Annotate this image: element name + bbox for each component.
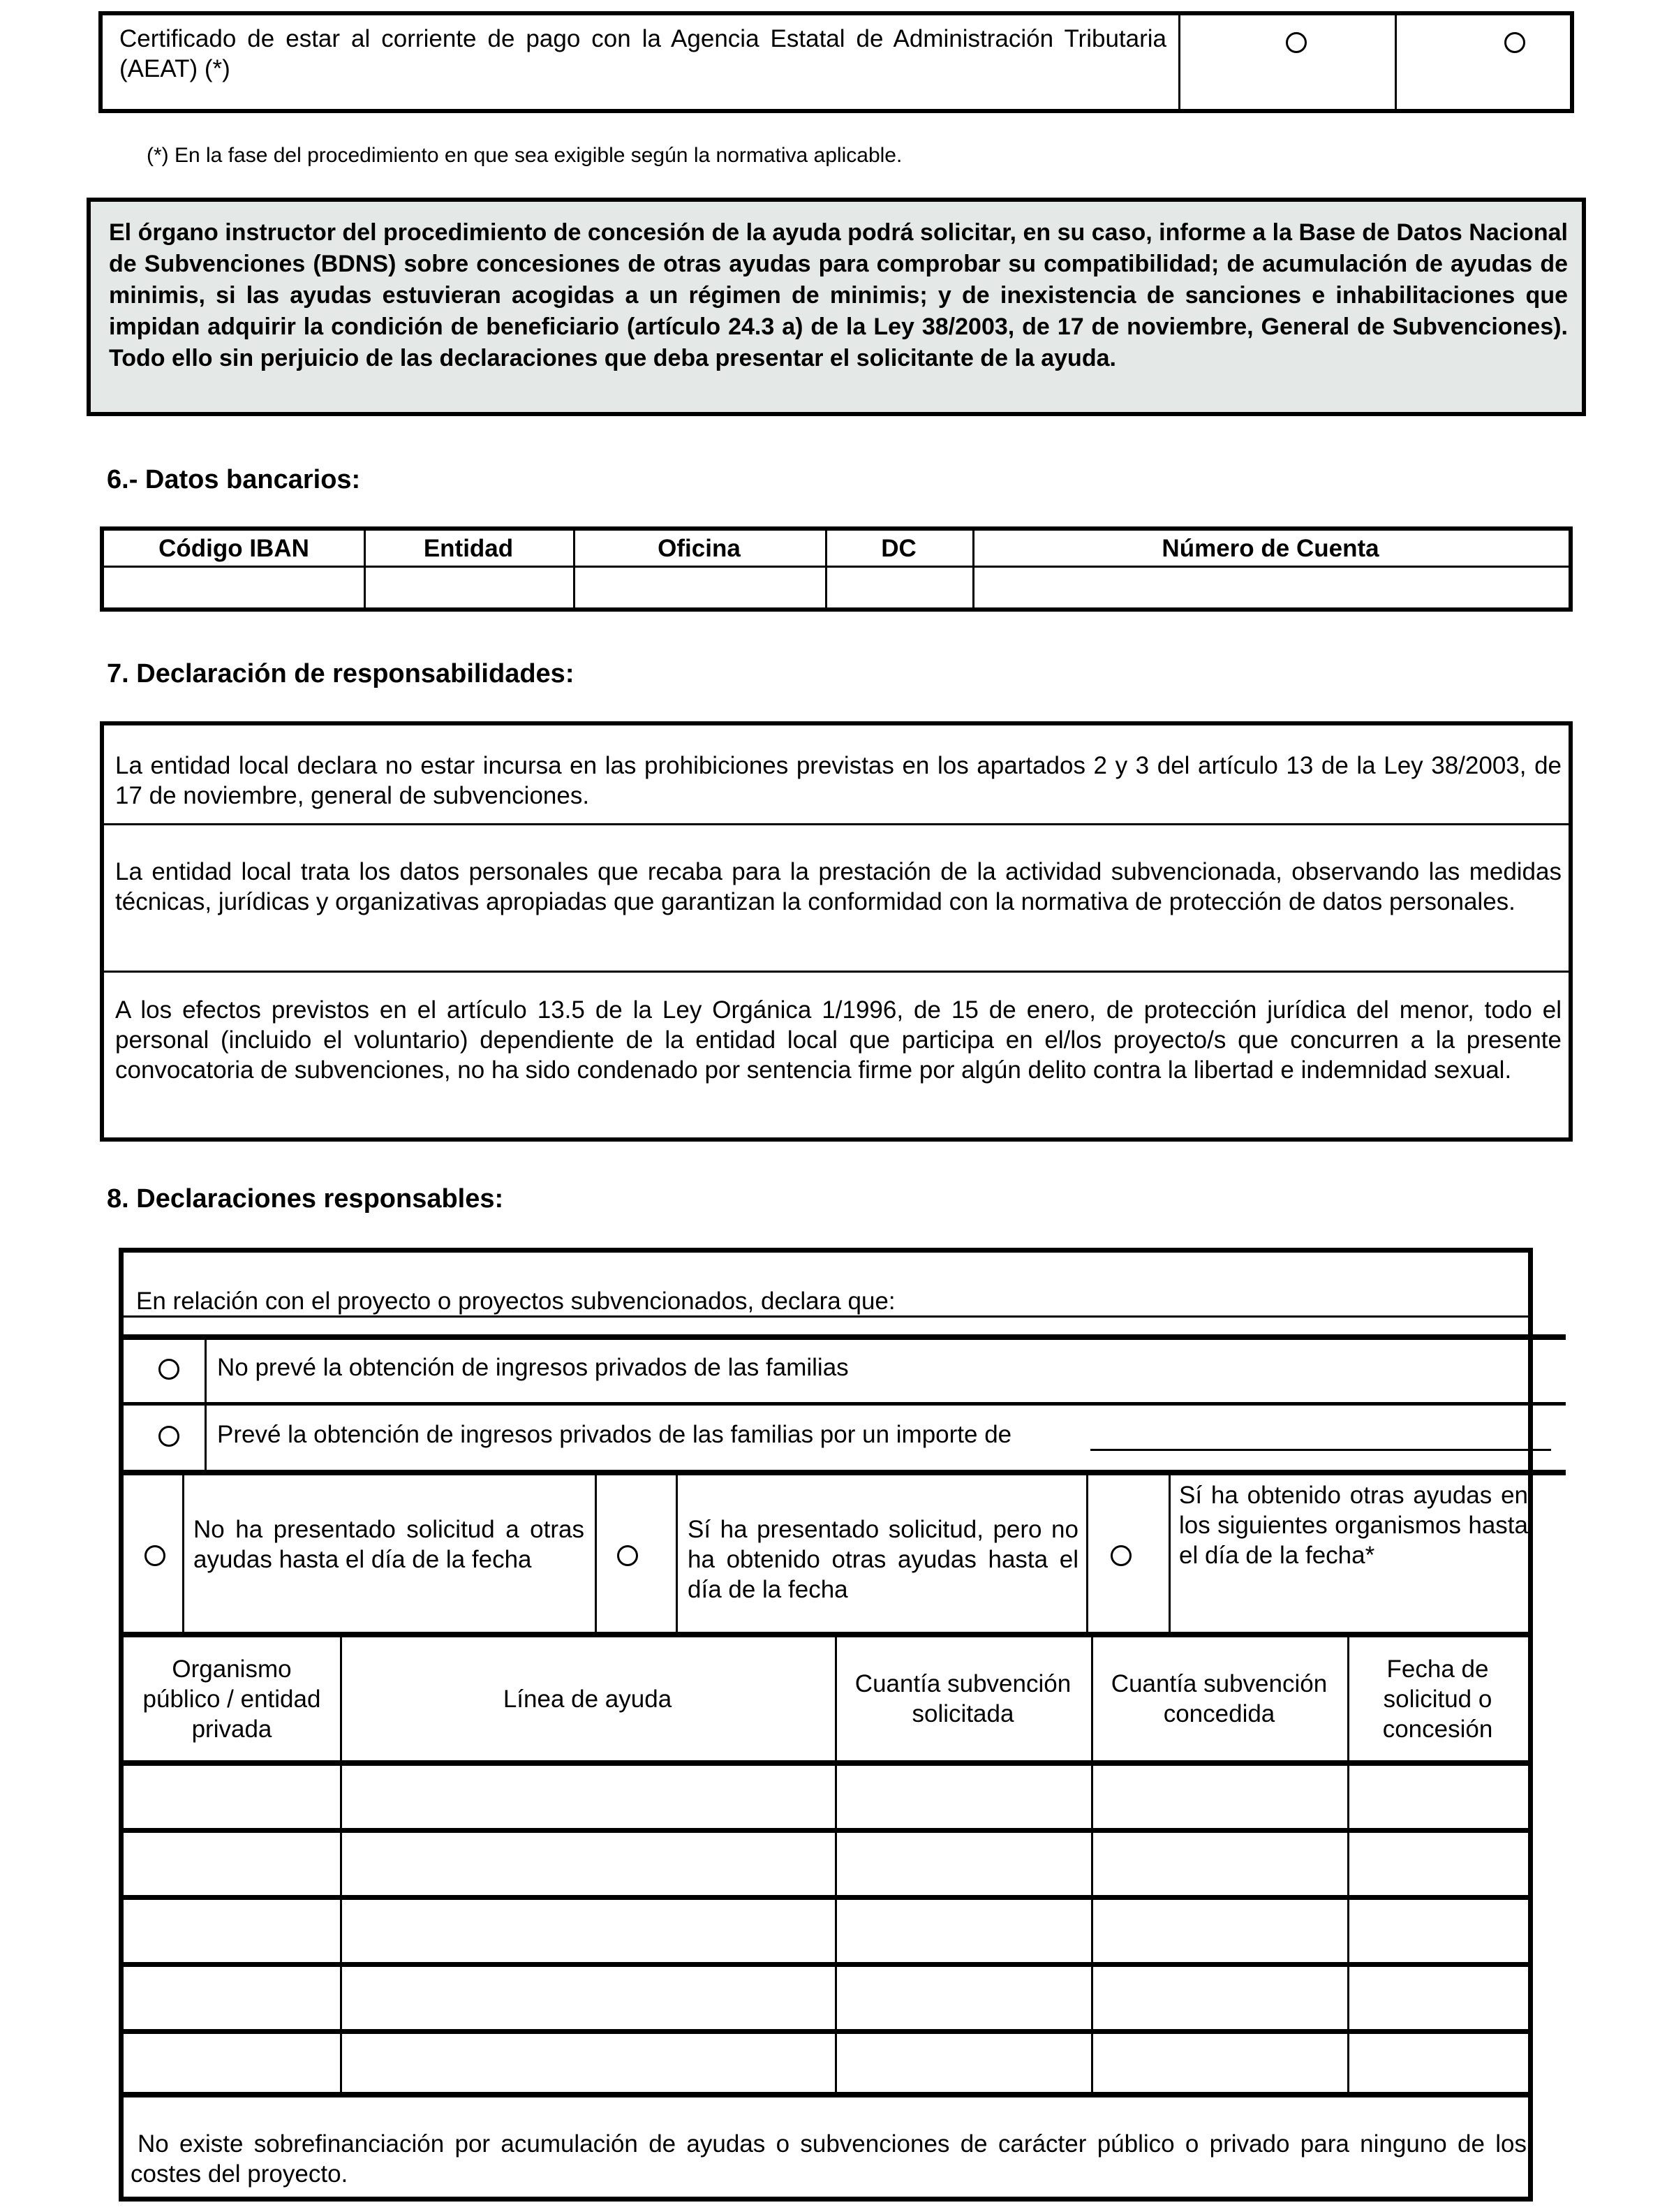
cuenta-field[interactable]	[974, 568, 1569, 607]
certificate-radio-2[interactable]	[1504, 32, 1525, 53]
income-radio-yes[interactable]	[158, 1426, 179, 1447]
income-amount-field[interactable]	[1090, 1426, 1551, 1451]
aid-header-concedida: Cuantía subvención concedida	[1111, 1670, 1328, 1727]
section-8-title: 8. Declaraciones responsables:	[107, 1184, 504, 1214]
certificate-text: Certificado de estar al corriente de pago con la Agencia Estatal de Administración Tributaria (AEAT) (*)	[119, 25, 1166, 82]
table-row[interactable]	[124, 1828, 1528, 1833]
table-row[interactable]	[124, 1962, 1528, 1967]
aid-table	[124, 1637, 1528, 2097]
bank-header-iban: Código IBAN	[158, 534, 309, 562]
certificate-row	[98, 11, 1574, 113]
responsibility-2: La entidad local trata los datos personales que recaba para la prestación de la actividad subvencionada, observando las medidas técnicas, jurídicas y organizativas apropiadas que garantizan la conformidad con la normativa de protección de datos personales.	[115, 858, 1562, 915]
certificate-radio-1[interactable]	[1286, 32, 1307, 53]
footnote: (*) En la fase del procedimiento en que sea exigible según la normativa aplicable.	[147, 144, 903, 167]
iban-field[interactable]	[104, 568, 364, 607]
notice-box	[87, 198, 1586, 416]
intro-text: En relación con el proyecto o proyectos subvencionados, declara que:	[136, 1288, 896, 1315]
closing-text: No existe sobrefinanciación por acumulación de ayudas o subvenciones de carácter público o privado para ninguno de los costes del proyecto.	[131, 2130, 1527, 2188]
section-6-title: 6.- Datos bancarios:	[107, 465, 361, 494]
dc-field[interactable]	[827, 568, 972, 607]
income-option-no: No prevé la obtención de ingresos privados de las familias	[217, 1354, 849, 1381]
bank-header-entidad: Entidad	[423, 534, 514, 562]
entidad-field[interactable]	[366, 568, 573, 607]
responsibility-1: La entidad local declara no estar incursa en las prohibiciones previstas en los apartados 2 y 3 del artículo 13 de la Ley 38/2003, de 17 de noviembre, general de subvenciones.	[115, 752, 1562, 809]
declarations-box	[119, 1248, 1533, 2202]
bank-header-oficina: Oficina	[658, 534, 741, 562]
aid-header-organismo: Organismo público / entidad privada	[142, 1655, 321, 1743]
table-row[interactable]	[124, 2029, 1528, 2034]
bank-header-dc: DC	[881, 534, 917, 562]
aid-header-solicitada: Cuantía subvención solicitada	[854, 1670, 1072, 1727]
responsibility-3: A los efectos previstos en el artículo 13.5 de la Ley Orgánica 1/1996, de 15 de enero, de protección jurídica del menor, todo el personal (incluido el voluntario) dependiente de la entidad local que participa en el/los proyecto/s que concurren a la presente convocatoria de subvenciones, no ha sido condenado por sentencia firme por algún delito contra la libertad e indemnidad sexual.	[115, 996, 1562, 1084]
aid-header-fecha: Fecha de solicitud o concesión	[1382, 1655, 1493, 1743]
aid-radio-applied[interactable]	[617, 1545, 638, 1566]
aid-radio-none[interactable]	[144, 1545, 165, 1566]
bank-table	[100, 526, 1573, 612]
table-row[interactable]	[124, 1895, 1528, 1900]
income-option-yes: Prevé la obtención de ingresos privados de las familias por un importe de	[217, 1421, 1012, 1448]
responsibilities-box	[100, 721, 1573, 1142]
oficina-field[interactable]	[575, 568, 825, 607]
aid-header-linea: Línea de ayuda	[503, 1685, 672, 1713]
bank-header-cuenta: Número de Cuenta	[1162, 534, 1379, 562]
aid-option-none: No ha presentado solicitud a otras ayudas hasta el día de la fecha	[193, 1516, 584, 1573]
aid-option-obtained: Sí ha obtenido otras ayudas en los siguientes organismos hasta el día de la fecha*	[1179, 1482, 1528, 1569]
notice-text: El órgano instructor del procedimiento de concesión de la ayuda podrá solicitar, en su caso, informe a la Base de Datos Nacional de Subvenciones (BDNS) sobre concesiones de otras ayudas para comprobar su compatibilidad; de acumulación de ayudas de minimis, si las ayudas estuvieran acogidas a un régimen de minimis; y de inexistencia de sanciones e inhabilitaciones que impidan adquirir la condición de beneficiario (artículo 24.3 a) de la Ley 38/2003, de 17 de noviembre, General de Subvenciones). Todo ello sin perjuicio de las declaraciones que deba presentar el solicitante de la ayuda.	[109, 219, 1568, 371]
aid-radio-obtained[interactable]	[1111, 1545, 1132, 1566]
aid-option-applied: Sí ha presentado solicitud, pero no ha obtenido otras ayudas hasta el día de la fecha	[688, 1516, 1078, 1603]
income-radio-no[interactable]	[158, 1359, 179, 1380]
section-7-title: 7. Declaración de responsabilidades:	[107, 659, 575, 688]
